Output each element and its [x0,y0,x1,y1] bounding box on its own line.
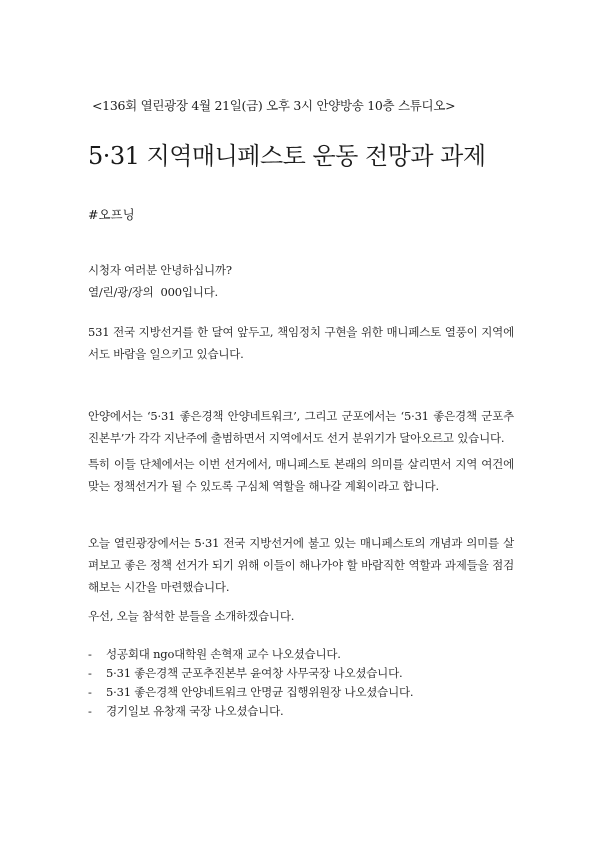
guest-text: 경기일보 유창재 국장 나오셨습니다. [106,704,284,718]
paragraph-2: 안양에서는 ‘5·31 좋은경책 안양네트워크’, 그리고 군포에서는 ‘5·31 좋은경책 군포추진본부’가 각각 지난주에 출범하면서 지역에서도 선거 분위기가 달아오르고 있습니다. [88,409,514,445]
paragraph-3: 특히 이들 단체에서는 이번 선거에서, 매니페스토 본래의 의미를 살리면서 지역 여건에 맞는 정책선거가 될 수 있도록 구심체 역할을 해나갈 계획이라고 합니다. [88,457,514,493]
broadcast-header: <136회 열린광장 4월 21일(금) 오후 3시 안양방송 10층 스튜디오> [92,98,456,113]
greeting-line-2: 열/린/광/장의 000입니다. [88,285,219,299]
list-marker: - [88,685,92,699]
paragraph-1: 531 전국 지방선거를 한 달여 앞두고, 책임정치 구현을 위한 매니페스토 열풍이 지역에서도 바람을 일으키고 있습니다. [88,325,514,361]
list-marker: - [88,704,92,718]
guest-list [88,645,514,721]
guest-item [88,702,514,721]
paragraph-5: 우선, 오늘 참석한 분들을 소개하겠습니다. [88,609,295,623]
list-marker: - [88,666,92,680]
guest-item [88,664,514,683]
guest-item [88,683,514,702]
greeting-line-1: 시청자 여러분 안녕하십니까? [88,263,232,277]
document-title: 5·31 지역매니페스토 운동 전망과 과제 [88,142,486,170]
greeting-paragraph [88,259,514,303]
paragraph-4: 오늘 열린광장에서는 5·31 전국 지방선거에 불고 있는 매니페스토의 개념과 의미를 살펴보고 좋은 정책 선거가 되기 위해 이들이 해나가야 할 바람직한 역할과 과제들을 점검해보는 시간을 마련했습니다. [88,536,514,594]
list-marker: - [88,647,92,661]
guest-text: 5·31 좋은경책 안양네트워크 안명균 집행위원장 나오셨습니다. [106,685,414,699]
guest-text: 5·31 좋은경책 군포추진본부 윤여창 사무국장 나오셨습니다. [106,666,403,680]
guest-text: 성공회대 ngo대학원 손혁재 교수 나오셨습니다. [106,647,341,661]
guest-item [88,645,514,664]
section-heading: #오프닝 [88,207,135,222]
